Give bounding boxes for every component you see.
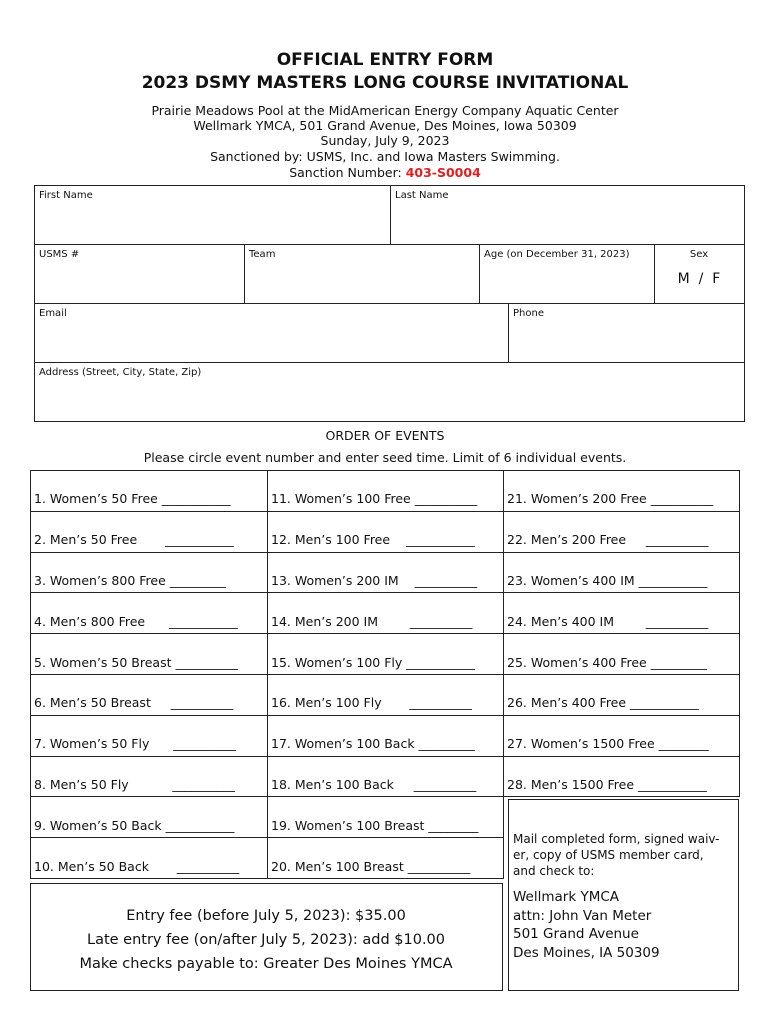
mail-address-3: 501 Grand Avenue [513,926,639,942]
mail-address-1: Wellmark YMCA [513,889,620,905]
event-item[interactable]: 12. Men’s 100 Free ___________ [267,511,504,553]
sex-field[interactable] [654,244,745,304]
phone-field[interactable] [508,303,745,363]
age-label: Age (on December 31, 2023) [484,249,630,260]
event-item[interactable]: 20. Men’s 100 Breast __________ [267,837,504,879]
mail-box [508,799,739,991]
age-field[interactable] [479,244,656,304]
event-item[interactable]: 21. Women’s 200 Free __________ [503,470,740,512]
event-item[interactable]: 2. Men’s 50 Free ___________ [30,511,268,553]
event-item[interactable]: 13. Women’s 200 IM __________ [267,552,504,594]
sex-label: Sex [689,249,709,260]
email-label: Email [39,308,67,319]
event-item[interactable]: 17. Women’s 100 Back _________ [267,715,504,757]
sanction-number-line [0,165,770,181]
payable-text: Make checks payable to: Greater Des Moines YMCA [79,956,453,972]
sanction-number: 403-S0004 [405,165,481,180]
event-item[interactable]: 14. Men’s 200 IM __________ [267,592,504,634]
sanction-label: Sanction Number: [289,165,406,180]
event-item[interactable]: 4. Men’s 800 Free ___________ [30,592,268,634]
mail-instructions-2: er, copy of USMS member card, [513,848,704,862]
event-item[interactable]: 9. Women’s 50 Back ___________ [30,796,268,838]
event-item[interactable]: 3. Women’s 800 Free _________ [30,552,268,594]
address-text: Wellmark YMCA, 501 Grand Avenue, Des Moines, Iowa 50309 [193,118,577,133]
sanctioned-text: Sanctioned by: USMS, Inc. and Iowa Masters Swimming. [210,149,560,164]
event-item[interactable]: 19. Women’s 100 Breast ________ [267,796,504,838]
phone-label: Phone [513,308,544,319]
event-item[interactable]: 7. Women’s 50 Fly __________ [30,715,268,757]
date-text: Sunday, July 9, 2023 [320,133,450,148]
event-item[interactable]: 15. Women’s 100 Fly ___________ [267,633,504,675]
usms-field[interactable] [34,244,246,304]
team-field[interactable] [244,244,481,304]
event-item[interactable]: 1. Women’s 50 Free ___________ [30,470,268,512]
events-title: ORDER OF EVENTS [325,428,445,443]
event-item[interactable]: 10. Men’s 50 Back __________ [30,837,268,879]
event-item[interactable]: 6. Men’s 50 Breast __________ [30,674,268,716]
event-item[interactable]: 11. Women’s 100 Free __________ [267,470,504,512]
mail-address-2: attn: John Van Meter [513,907,652,924]
event-item[interactable]: 27. Women’s 1500 Free ________ [503,715,740,757]
mail-instructions-1: Mail completed form, signed waiv- [513,832,720,846]
first-name-field[interactable] [34,185,392,245]
event-item[interactable]: 24. Men’s 400 IM __________ [503,592,740,634]
event-item[interactable]: 23. Women’s 400 IM ___________ [503,552,740,594]
mail-address-4: Des Moines, IA 50309 [513,944,660,961]
event-item[interactable]: 5. Women’s 50 Breast __________ [30,633,268,675]
address-field[interactable] [34,362,745,422]
sex-options[interactable]: M / F [677,271,721,287]
form-title: OFFICIAL ENTRY FORM [276,50,494,70]
address-label: Address (Street, City, State, Zip) [39,367,202,378]
mail-instructions-3: and check to: [513,864,595,878]
entry-fee-text: Entry fee (before July 5, 2023): $35.00 [126,908,406,924]
event-item[interactable]: 8. Men’s 50 Fly __________ [30,756,268,798]
first-name-label: First Name [39,190,93,201]
event-item[interactable]: 28. Men’s 1500 Free ___________ [503,756,740,798]
event-item[interactable]: 25. Women’s 400 Free _________ [503,633,740,675]
email-field[interactable] [34,303,510,363]
event-item[interactable]: 26. Men’s 400 Free ___________ [503,674,740,716]
event-item[interactable]: 18. Men’s 100 Back __________ [267,756,504,798]
last-name-field[interactable] [390,185,745,245]
team-label: Team [249,249,276,260]
last-name-label: Last Name [395,190,449,201]
late-fee-text: Late entry fee (on/after July 5, 2023): add $10.00 [86,932,446,948]
event-item[interactable]: 22. Men’s 200 Free __________ [503,511,740,553]
event-item[interactable]: 16. Men’s 100 Fly __________ [267,674,504,716]
fee-box [30,883,503,991]
usms-label: USMS # [39,249,80,260]
venue-text: Prairie Meadows Pool at the MidAmerican Energy Company Aquatic Center [151,103,619,118]
event-title: 2023 DSMY MASTERS LONG COURSE INVITATIONAL [141,73,629,93]
events-instructions: Please circle event number and enter seed time. Limit of 6 individual events. [143,450,627,465]
